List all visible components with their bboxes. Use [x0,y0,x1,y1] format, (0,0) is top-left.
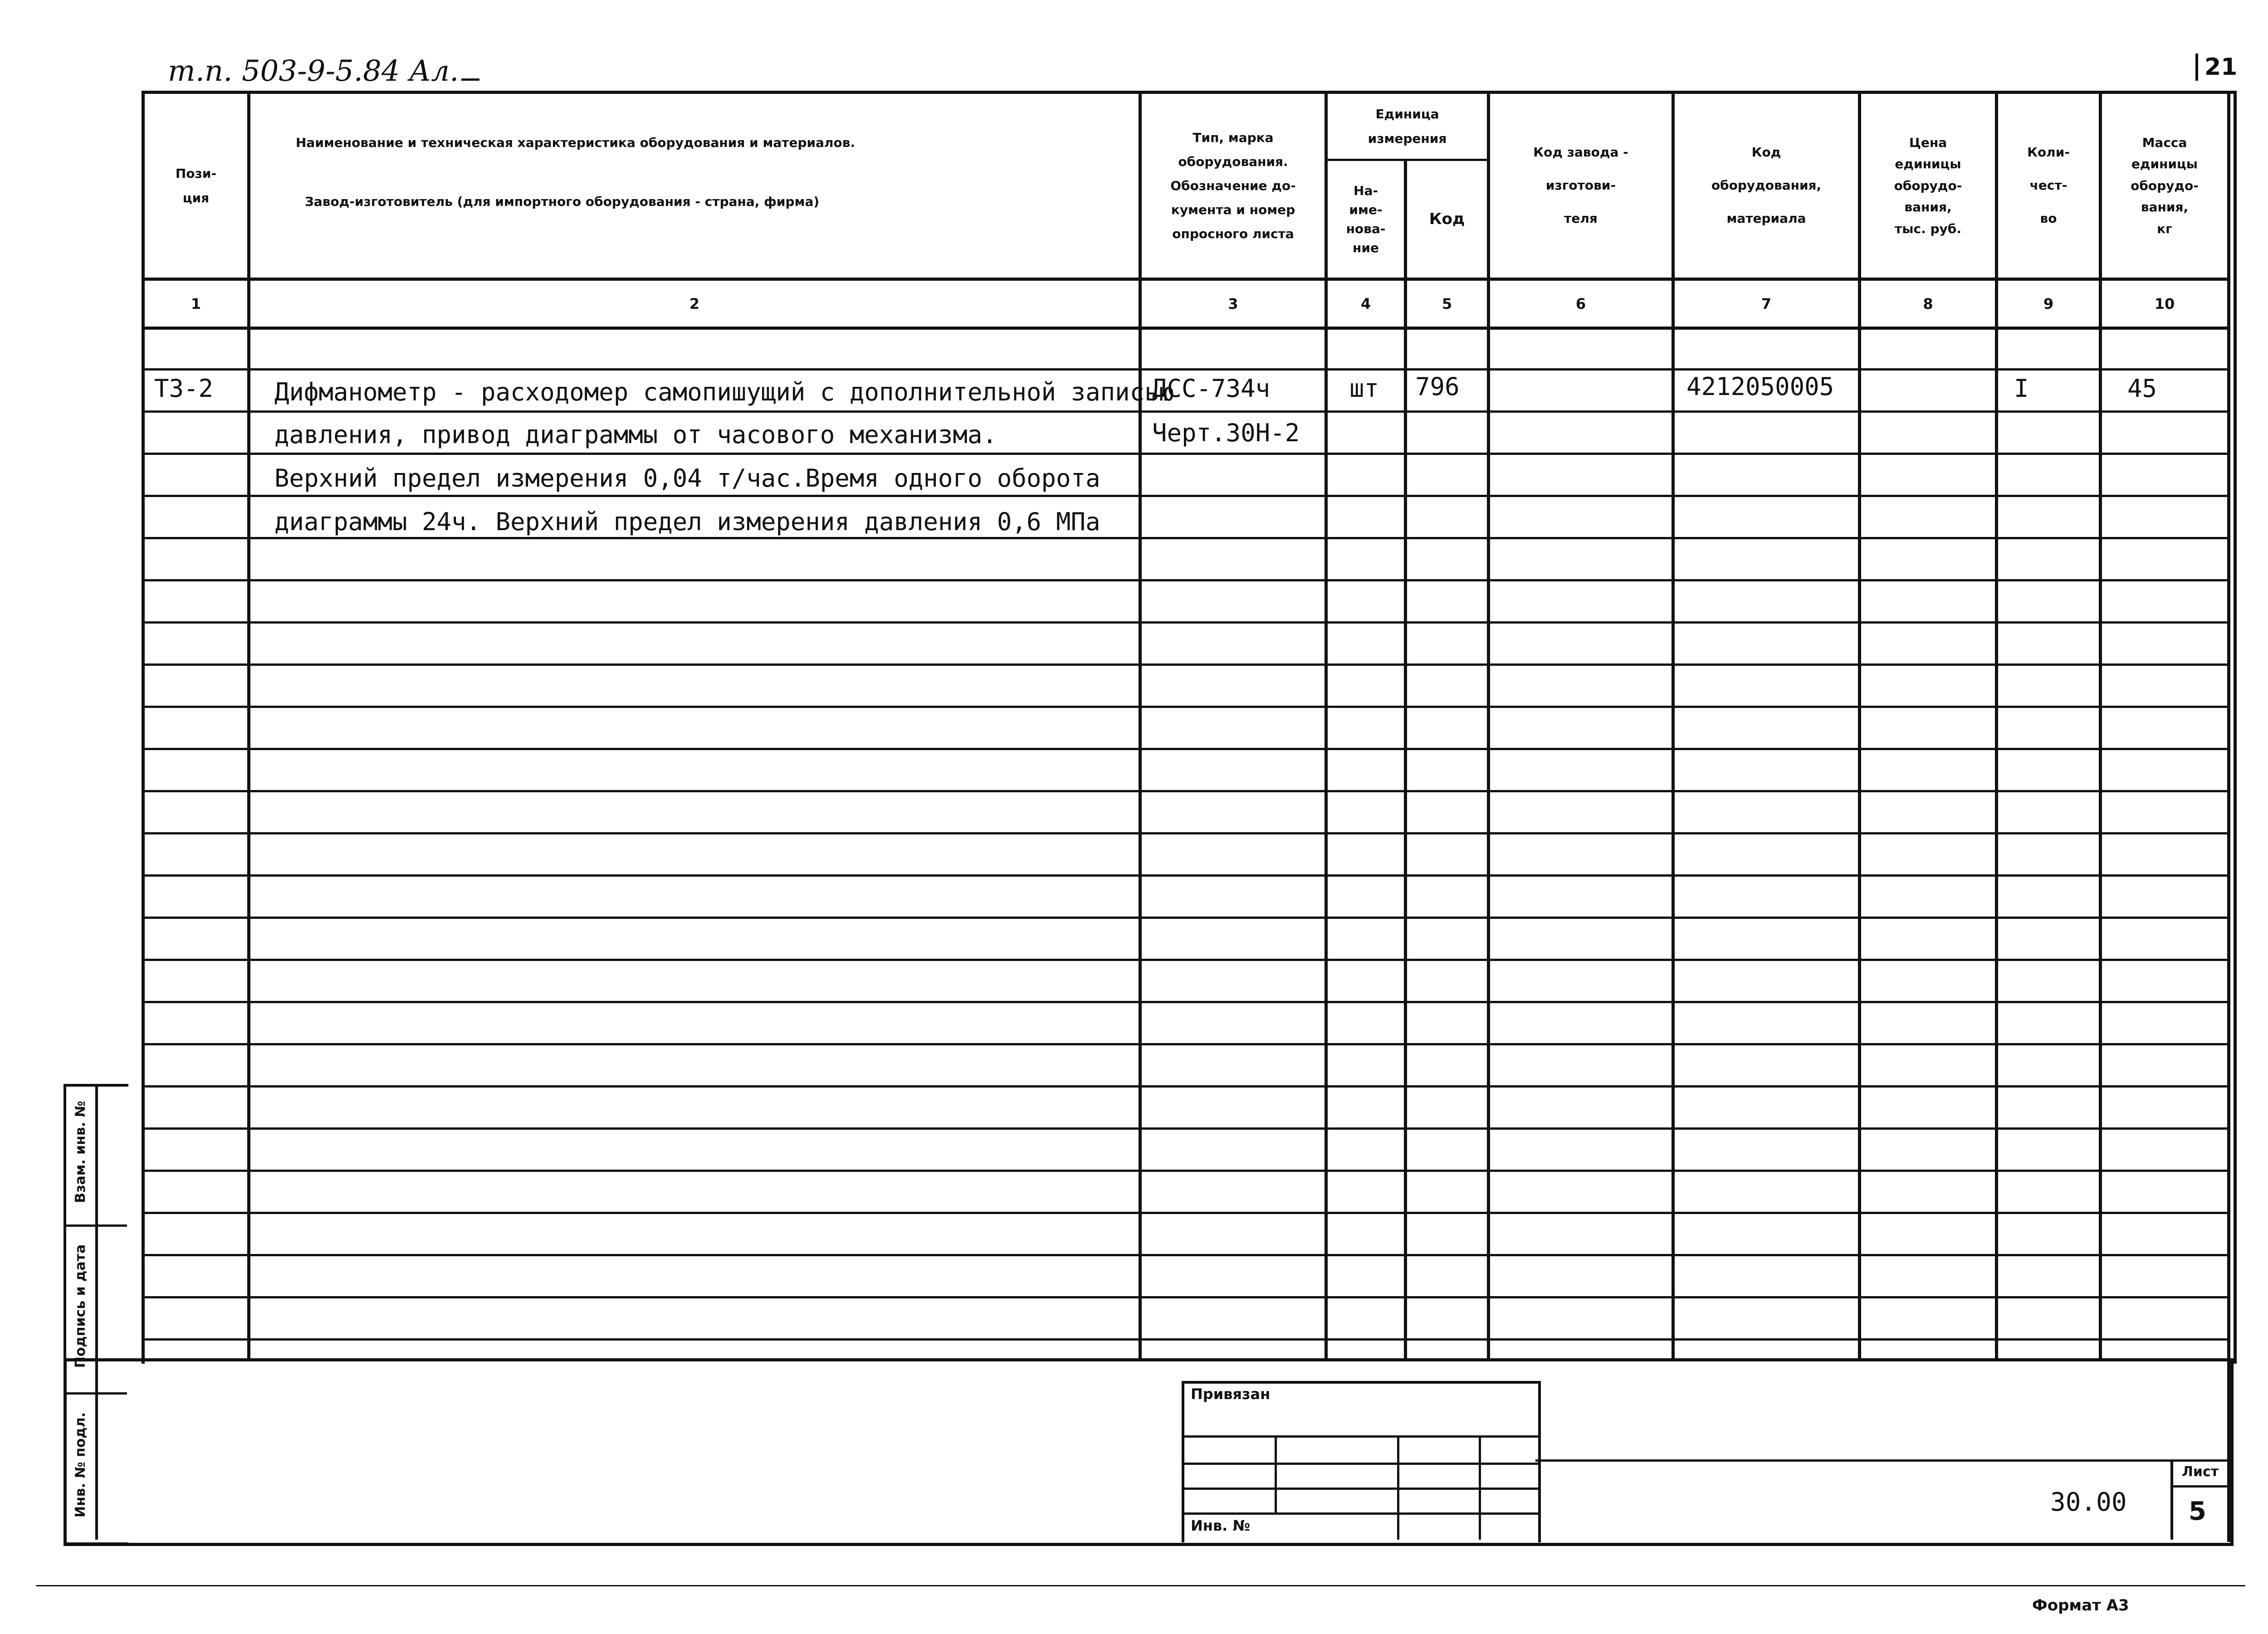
header-position: Пози- ция [175,166,217,205]
row-type: Черт.30Н-2 [1152,419,1300,447]
row-name-line: Верхний предел измерения 0,04 т/час.Время одного оборота [274,464,1100,493]
column-number: 9 [2043,295,2054,312]
column-number: 7 [1761,295,1772,312]
row-name-line: Дифманометр - расходомер самопишущий с дополнительной записью [274,378,1174,406]
table-row-line [142,706,2230,708]
sheet-box-line [2170,1485,2229,1488]
stamp-col [1479,1435,1481,1540]
table-row-line [142,1254,2230,1256]
table-row-line [142,621,2230,624]
header-equipment-code: Код оборудования, материала [1711,145,1822,226]
column-number: 3 [1228,295,1238,312]
stamp-line [1182,1512,1538,1515]
row-name-line: диаграммы 24ч. Верхний предел измерения давления 0,6 МПа [274,507,1100,536]
col-line [1404,159,1407,1361]
numbers-bottom-line [142,327,2230,330]
drawing-frame-right [2227,91,2230,1542]
table-row-line [142,1296,2230,1298]
column-number: 2 [689,295,700,312]
column-number: 10 [2154,295,2175,312]
table-row-line [142,453,2230,455]
header-unit-code: Код [1429,210,1465,229]
table-row-line [142,1212,2230,1214]
header-price: Цена единицы оборудо- вания, тыс. руб. [1894,135,1962,236]
side-label-inv-podl: Инв. № подл. [73,1412,88,1518]
document-code: т.п. 503-9-5.84 Ал. [168,54,479,88]
header-mass: Масса единицы оборудо- вания, кг [2131,135,2199,236]
column-number: 6 [1575,295,1586,312]
table-row-line [142,1338,2230,1341]
stamp-line [1182,1463,1538,1465]
sheet-label: Лист [2182,1464,2219,1480]
table-row-line [142,959,2230,961]
side-strip-divider [95,1084,98,1540]
table-row-line [142,748,2230,750]
table-row-line [142,1043,2230,1045]
row-quantity: I [2014,374,2029,403]
side-label-vzam: Взам. инв. № [73,1101,88,1203]
header-unit-group: Единица измерения [1368,107,1447,146]
attached-label: Привязан [1191,1385,1271,1403]
table-row-line [142,832,2230,834]
bottom-rule [36,1585,2245,1586]
title-block-line [1535,1459,2230,1462]
header-name-line1: Наименование и техническая характеристика оборудования и материалов. [296,135,855,151]
stamp-line [1182,1435,1538,1438]
header-quantity: Коли- чест- во [2027,145,2070,226]
table-row-line [142,790,2230,792]
table-row-line [142,663,2230,666]
header-bottom-line [142,278,2230,281]
row-unit-code: 796 [1415,372,1460,401]
column-number: 8 [1923,295,1933,312]
inv-label: Инв. № [1191,1517,1250,1534]
table-row-line [142,1170,2230,1172]
table-row-line [142,368,2230,371]
table-row-line [142,579,2230,581]
sheet-number: 5 [2189,1497,2206,1526]
row-position: Т3-2 [154,374,214,403]
side-label-podpis: Подпись и дата [73,1244,88,1368]
column-number: 5 [1442,295,1452,312]
sheet-corner-number: 21 [2195,54,2237,81]
doc-number: 30.00 [2050,1488,2127,1517]
table-row-line [142,537,2230,539]
table-row-line [142,495,2230,497]
row-unit-name: шт [1349,374,1379,403]
table-row-line [142,1085,2230,1088]
format-label: Формат А3 [2032,1596,2129,1614]
header-unit-name: На- име- нова- ние [1346,183,1386,255]
column-number: 1 [191,295,201,312]
column-number: 4 [1360,295,1371,312]
drawing-frame-bottom [64,1358,2234,1546]
header-type: Тип, марка оборудования. Обозначение до- кумента и номер опросного листа [1170,130,1296,242]
table-row-line [142,917,2230,919]
row-equipment-code: 4212050005 [1686,372,1834,401]
row-name-line: давления, привод диаграммы от часового механизма. [274,420,997,449]
stamp-line [1182,1488,1538,1490]
stamp-col [1275,1435,1277,1513]
table-row-line [142,1127,2230,1130]
table-row-line [142,1001,2230,1003]
row-type: ДСС-734ч [1152,374,1271,403]
table-row-line [142,874,2230,877]
table-row-line [142,410,2230,413]
row-mass: 45 [2127,374,2157,403]
stamp-col [1397,1435,1399,1540]
header-name-line2: Завод-изготовитель (для импортного оборудования - страна, фирма) [305,194,820,210]
header-maker-code: Код завода - изготови- теля [1533,145,1628,226]
